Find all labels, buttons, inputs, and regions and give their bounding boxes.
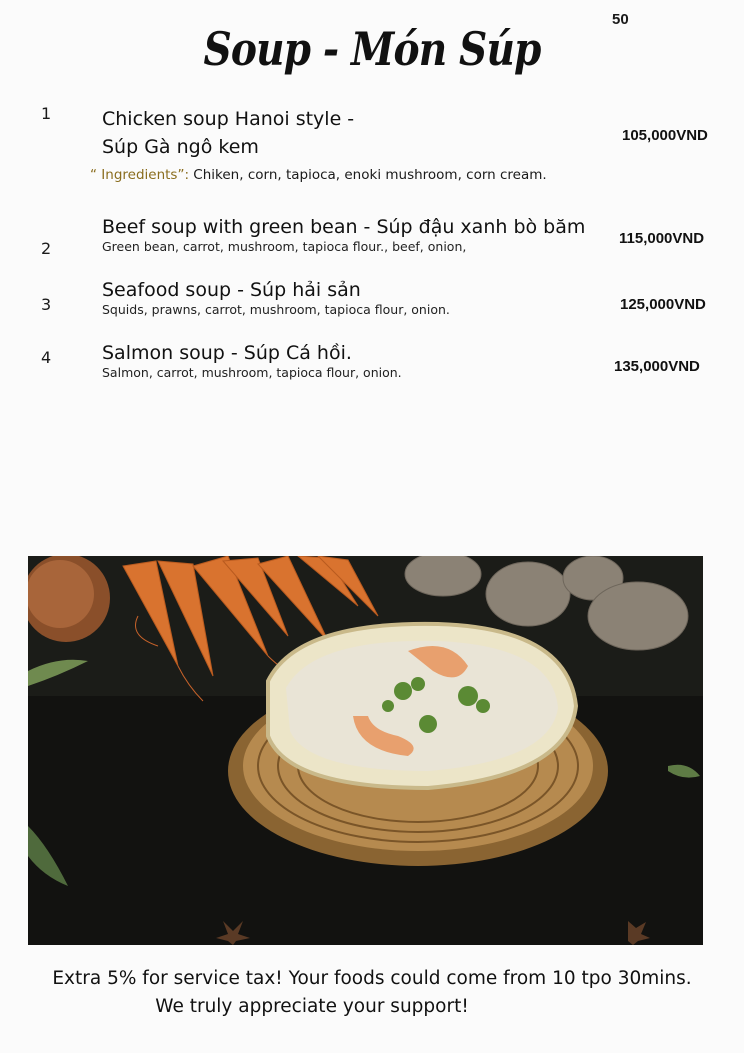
soup-photo	[28, 556, 703, 945]
dish-price: 135,000VND	[614, 358, 700, 375]
dish-name: Chicken soup Hanoi style -	[102, 108, 355, 130]
ingredients-text: Chiken, corn, tapioca, enoki mushroom, corn cream.	[189, 167, 547, 183]
item-number: 4	[41, 348, 52, 367]
item-number: 2	[41, 239, 52, 258]
dish-name: Beef soup with green bean - Súp đậu xanh bò băm	[102, 216, 586, 238]
dish-description: Squids, prawns, carrot, mushroom, tapioca flour, onion.	[102, 302, 450, 317]
dish-name-vietnamese: Súp Gà ngô kem	[102, 136, 259, 158]
dish-name: Seafood soup - Súp hải sản	[102, 279, 361, 301]
page-number: 50	[612, 11, 629, 28]
dish-description: Salmon, carrot, mushroom, tapioca flour, onion.	[102, 365, 402, 380]
dish-description: Green bean, carrot, mushroom, tapioca flour., beef, onion,	[102, 239, 467, 254]
soup-illustration	[28, 556, 703, 945]
ingredients-line	[90, 167, 547, 183]
dish-name: Salmon soup - Súp Cá hồi.	[102, 342, 352, 364]
item-number: 1	[41, 104, 52, 123]
footer-service-note: Extra 5% for service tax! Your foods could come from 10 tpo 30mins.	[52, 968, 692, 989]
page-title: Soup - Món Súp	[203, 22, 541, 76]
dish-price: 105,000VND	[622, 127, 708, 144]
footer-thanks: We truly appreciate your support!	[155, 996, 469, 1017]
dish-price: 125,000VND	[620, 296, 706, 313]
ingredients-label: “ Ingredients”:	[90, 167, 190, 183]
item-number: 3	[41, 295, 52, 314]
dish-price: 115,000VND	[619, 230, 705, 247]
